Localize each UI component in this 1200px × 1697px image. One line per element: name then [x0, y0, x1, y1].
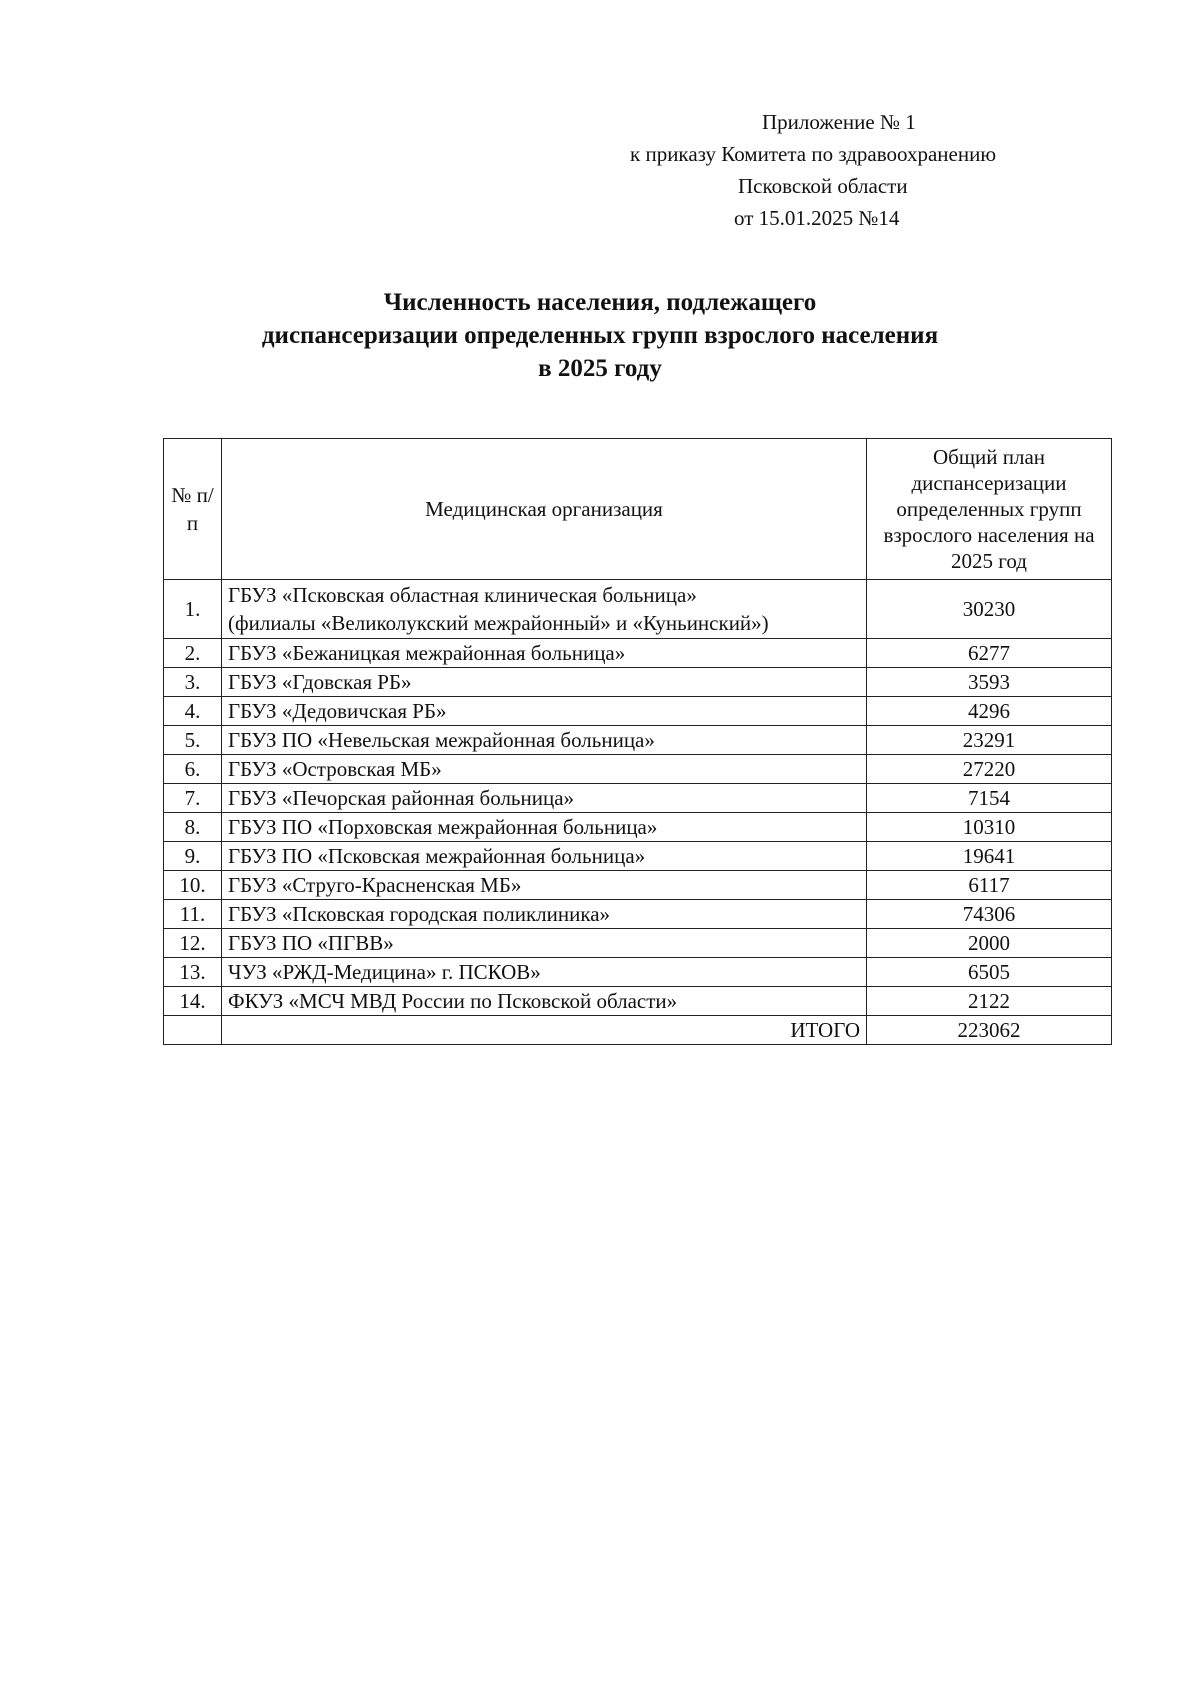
row-organization: ГБУЗ «Гдовская РБ»: [222, 668, 867, 697]
table-row: [164, 987, 1112, 1016]
row-number: 8.: [164, 813, 222, 842]
total-row: [164, 1016, 1112, 1045]
table-row: [164, 958, 1112, 987]
row-number: 2.: [164, 639, 222, 668]
row-plan-value: 6117: [867, 871, 1112, 900]
row-plan-value: 2122: [867, 987, 1112, 1016]
table-row: [164, 697, 1112, 726]
row-plan-value: 74306: [867, 900, 1112, 929]
table-row: [164, 842, 1112, 871]
row-plan-value: 3593: [867, 668, 1112, 697]
row-number: 6.: [164, 755, 222, 784]
row-number: 9.: [164, 842, 222, 871]
row-organization: ГБУЗ ПО «Псковская межрайонная больница»: [222, 842, 867, 871]
row-organization: ГБУЗ ПО «Порховская межрайонная больница»: [222, 813, 867, 842]
row-organization: ГБУЗ «Струго-Красненская МБ»: [222, 871, 867, 900]
population-table: [163, 438, 1112, 1045]
row-number: 11.: [164, 900, 222, 929]
table-header-row: [164, 439, 1112, 580]
row-plan-value: 4296: [867, 697, 1112, 726]
table-row: [164, 871, 1112, 900]
column-header-plan: Общий план диспансеризации определенных групп взрослого населения на 2025 год: [867, 439, 1112, 580]
row-number: 12.: [164, 929, 222, 958]
row-number: 13.: [164, 958, 222, 987]
column-header-organization: Медицинская организация: [222, 439, 867, 580]
row-plan-value: 10310: [867, 813, 1112, 842]
row-organization: ГБУЗ «Псковская городская поликлиника»: [222, 900, 867, 929]
row-number: 5.: [164, 726, 222, 755]
row-number: 7.: [164, 784, 222, 813]
row-plan-value: 7154: [867, 784, 1112, 813]
organization-branches: (филиалы «Великолукский межрайонный» и «Куньинский»): [228, 611, 769, 635]
order-reference: к приказу Комитета по здравоохранению: [630, 142, 997, 166]
total-value: 223062: [867, 1016, 1112, 1045]
row-plan-value: 27220: [867, 755, 1112, 784]
table-row: [164, 726, 1112, 755]
table-row: [164, 668, 1112, 697]
row-organization: ЧУЗ «РЖД-Медицина» г. ПСКОВ»: [222, 958, 867, 987]
row-organization: [222, 580, 867, 639]
document-header: [630, 106, 1050, 234]
row-plan-value: 23291: [867, 726, 1112, 755]
title-line-1: Численность населения, подлежащего: [383, 289, 817, 316]
title-line-3: в 2025 году: [538, 355, 662, 382]
row-organization: ГБУЗ «Островская МБ»: [222, 755, 867, 784]
row-organization: ГБУЗ «Бежаницкая межрайонная больница»: [222, 639, 867, 668]
table-row: [164, 784, 1112, 813]
row-number: 3.: [164, 668, 222, 697]
table-row: [164, 900, 1112, 929]
row-organization: ГБУЗ «Дедовичская РБ»: [222, 697, 867, 726]
column-header-number: № п/п: [164, 439, 222, 580]
row-number: 14.: [164, 987, 222, 1016]
document-title: [150, 286, 1050, 385]
table-row: [164, 580, 1112, 639]
order-date-number: от 15.01.2025 №14: [734, 206, 900, 230]
row-plan-value: 6277: [867, 639, 1112, 668]
organization-name: ГБУЗ «Псковская областная клиническая больница»: [228, 583, 697, 607]
table-row: [164, 813, 1112, 842]
row-organization: ГБУЗ «Печорская районная больница»: [222, 784, 867, 813]
region-name: Псковской области: [738, 174, 908, 198]
row-number: 4.: [164, 697, 222, 726]
row-organization: ГБУЗ ПО «Невельская межрайонная больница»: [222, 726, 867, 755]
row-organization: ГБУЗ ПО «ПГВВ»: [222, 929, 867, 958]
row-plan-value: 30230: [867, 580, 1112, 639]
row-plan-value: 6505: [867, 958, 1112, 987]
row-plan-value: 19641: [867, 842, 1112, 871]
total-row-blank-cell: [164, 1016, 222, 1045]
table-row: [164, 639, 1112, 668]
title-line-2: диспансеризации определенных групп взрослого населения: [261, 322, 939, 349]
row-organization: ФКУЗ «МСЧ МВД России по Псковской области»: [222, 987, 867, 1016]
appendix-number: Приложение № 1: [762, 110, 916, 134]
row-number: 10.: [164, 871, 222, 900]
row-number: 1.: [164, 580, 222, 639]
table-row: [164, 929, 1112, 958]
row-plan-value: 2000: [867, 929, 1112, 958]
total-label: ИТОГО: [222, 1016, 867, 1045]
table-row: [164, 755, 1112, 784]
